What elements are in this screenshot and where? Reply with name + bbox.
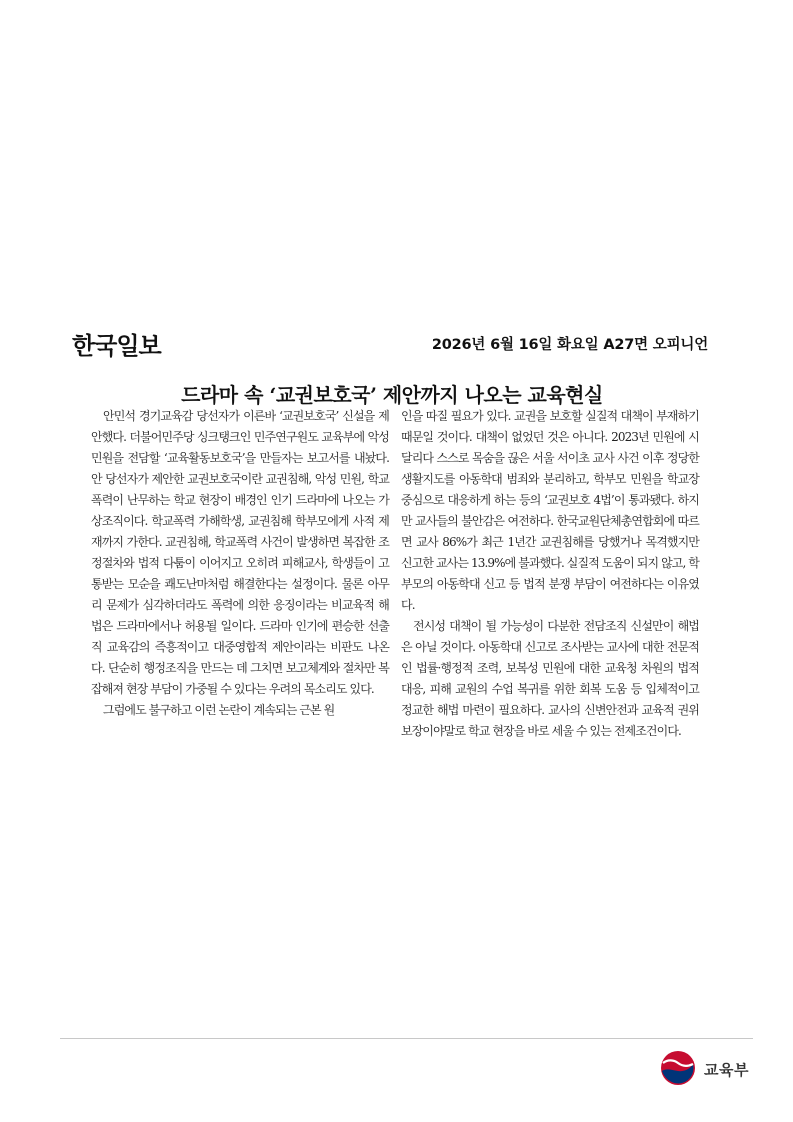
article-headline: 드라마 속 ‘교권보호국’ 제안까지 나오는 교육현실 bbox=[181, 383, 603, 408]
article-paragraph: 그럼에도 불구하고 이런 논란이 계속되는 근본 원 bbox=[103, 703, 335, 717]
article-paragraph: 전시성 대책이 될 가능성이 다분한 전담조직 신설만이 해법은 아닐 것이다. 아동학대 신고로 조사받는 교사에 대한 전문적인 법률·행정적 조력, 보복성 민원에 대한 교육청 차원의 법적 대응, 피해 교원의 수업 복귀를 위한 회복 도움 등 입체적이고 정교한 해법 마련이 필요하다. 교사의 신변안전과 교육적 권위 보장이야말로 학교 현장을 바로 세울 수 있는 전제조건이다. bbox=[401, 619, 699, 738]
newspaper-masthead bbox=[72, 326, 712, 366]
ministry-logo-block bbox=[660, 1050, 770, 1088]
newspaper-name: 한국일보 bbox=[72, 332, 161, 360]
footer-divider bbox=[60, 1038, 753, 1039]
ministry-name: 교육부 bbox=[704, 1061, 749, 1079]
article-paragraph: 안민석 경기교육감 당선자가 이른바 ‘교권보호국’ 신설을 제안했다. 더불어민주당 싱크탱크인 민주연구원도 교육부에 악성 민원을 전담할 ‘교육활동보호국’을 만들자는 보고서를 내놨다. 안 당선자가 제안한 교권보호국이란 교권침해, 악성 민원, 학교폭력이 난무하는 학교 현장이 배경인 인기 드라마에 나오는 가상조직이다. 학교폭력 가해학생, 교권침해 학부모에게 사적 제재까지 가한다. 교권침해, 학교폭력 사건이 발생하면 복잡한 조정절차와 법적 다툼이 이어지고 오히려 피해교사, 학생들이 고통받는 모순을 쾌도난마처럼 해결한다는 설정이다. 물론 아무리 문제가 심각하더라도 폭력에 의한 응징이라는 비교육적 해법은 드라마에서나 허용될 일이다. 드라마 인기에 편승한 선출직 교육감의 즉흥적이고 대중영합적 제안이라는 비판도 나온다. 단순히 행정조직을 만드는 데 그치면 보고체계와 절차만 복잡해져 현장 부담이 가중될 수 있다는 우려의 목소리도 있다. bbox=[91, 409, 389, 696]
taegeuk-emblem-icon bbox=[660, 1050, 696, 1086]
article-paragraph: 인을 따질 필요가 있다. 교권을 보호할 실질적 대책이 부재하기 때문일 것이다. 대책이 없었던 것은 아니다. 2023년 민원에 시달리다 스스로 목숨을 끊은 서울 서이초 교사 사건 이후 정당한 생활지도를 아동학대 범죄와 분리하고, 학부모 민원을 학교장 중심으로 대응하게 하는 등의 ‘교권보호 4법’이 통과됐다. 하지만 교사들의 불안감은 여전하다. 한국교원단체총연합회에 따르면 교사 86%가 최근 1년간 교권침해를 당했거나 목격했지만 신고한 교사는 13.9%에 불과했다. 실질적 도움이 되지 않고, 학부모의 아동학대 신고 등 법적 분쟁 부담이 여전하다는 이유였다. bbox=[401, 409, 699, 612]
publication-info: 2026년 6월 16일 화요일 A27면 오피니언 bbox=[431, 337, 708, 353]
article-column-right bbox=[401, 406, 699, 742]
article-column-left bbox=[91, 406, 389, 721]
